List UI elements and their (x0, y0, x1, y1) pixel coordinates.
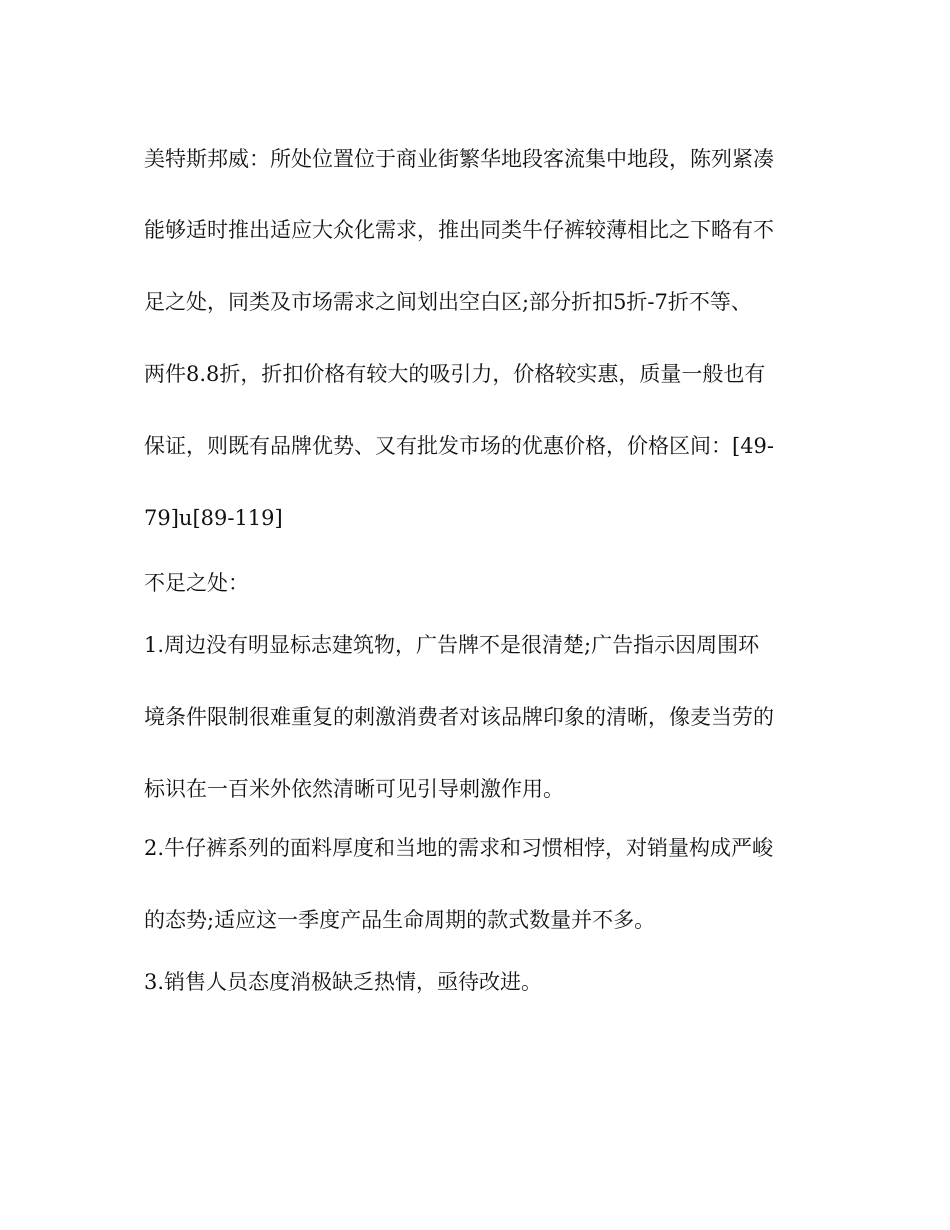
paragraph-1-line-2: 能够适时推出适应大众化需求，推出同类牛仔裤较薄相比之下略有不 (144, 218, 774, 242)
paragraph-1-line-4: 两件8.8折，折扣价格有较大的吸引力，价格较实惠，质量一般也有 (144, 362, 766, 386)
item-2-line-2: 的态势;适应这一季度产品生命周期的款式数量并不多。 (144, 908, 656, 932)
paragraph-1-line-5: 保证，则既有品牌优势、又有批发市场的优惠价格，价格区间：[49- (144, 434, 775, 458)
item-3-line-1: 3.销售人员态度消极缺乏热情，亟待改进。 (144, 970, 543, 994)
section-heading-shortcomings: 不足之处： (144, 571, 249, 595)
paragraph-1-line-3: 足之处，同类及市场需求之间划出空白区;部分折扣5折-7折不等、 (144, 290, 752, 314)
item-1-line-1: 1.周边没有明显标志建筑物，广告牌不是很清楚;广告指示因周围环 (144, 633, 760, 657)
item-1-line-3: 标识在一百米外依然清晰可见引导刺激作用。 (144, 777, 564, 801)
paragraph-1-line-6: 79]u[89-119] (144, 506, 283, 530)
paragraph-1-line-1: 美特斯邦威：所处位置位于商业街繁华地段客流集中地段，陈列紧凑 (144, 147, 774, 171)
item-2-line-1: 2.牛仔裤系列的面料厚度和当地的需求和习惯相悖，对销量构成严峻 (144, 836, 774, 860)
item-1-line-2: 境条件限制很难重复的刺激消费者对该品牌印象的清晰，像麦当劳的 (144, 705, 774, 729)
